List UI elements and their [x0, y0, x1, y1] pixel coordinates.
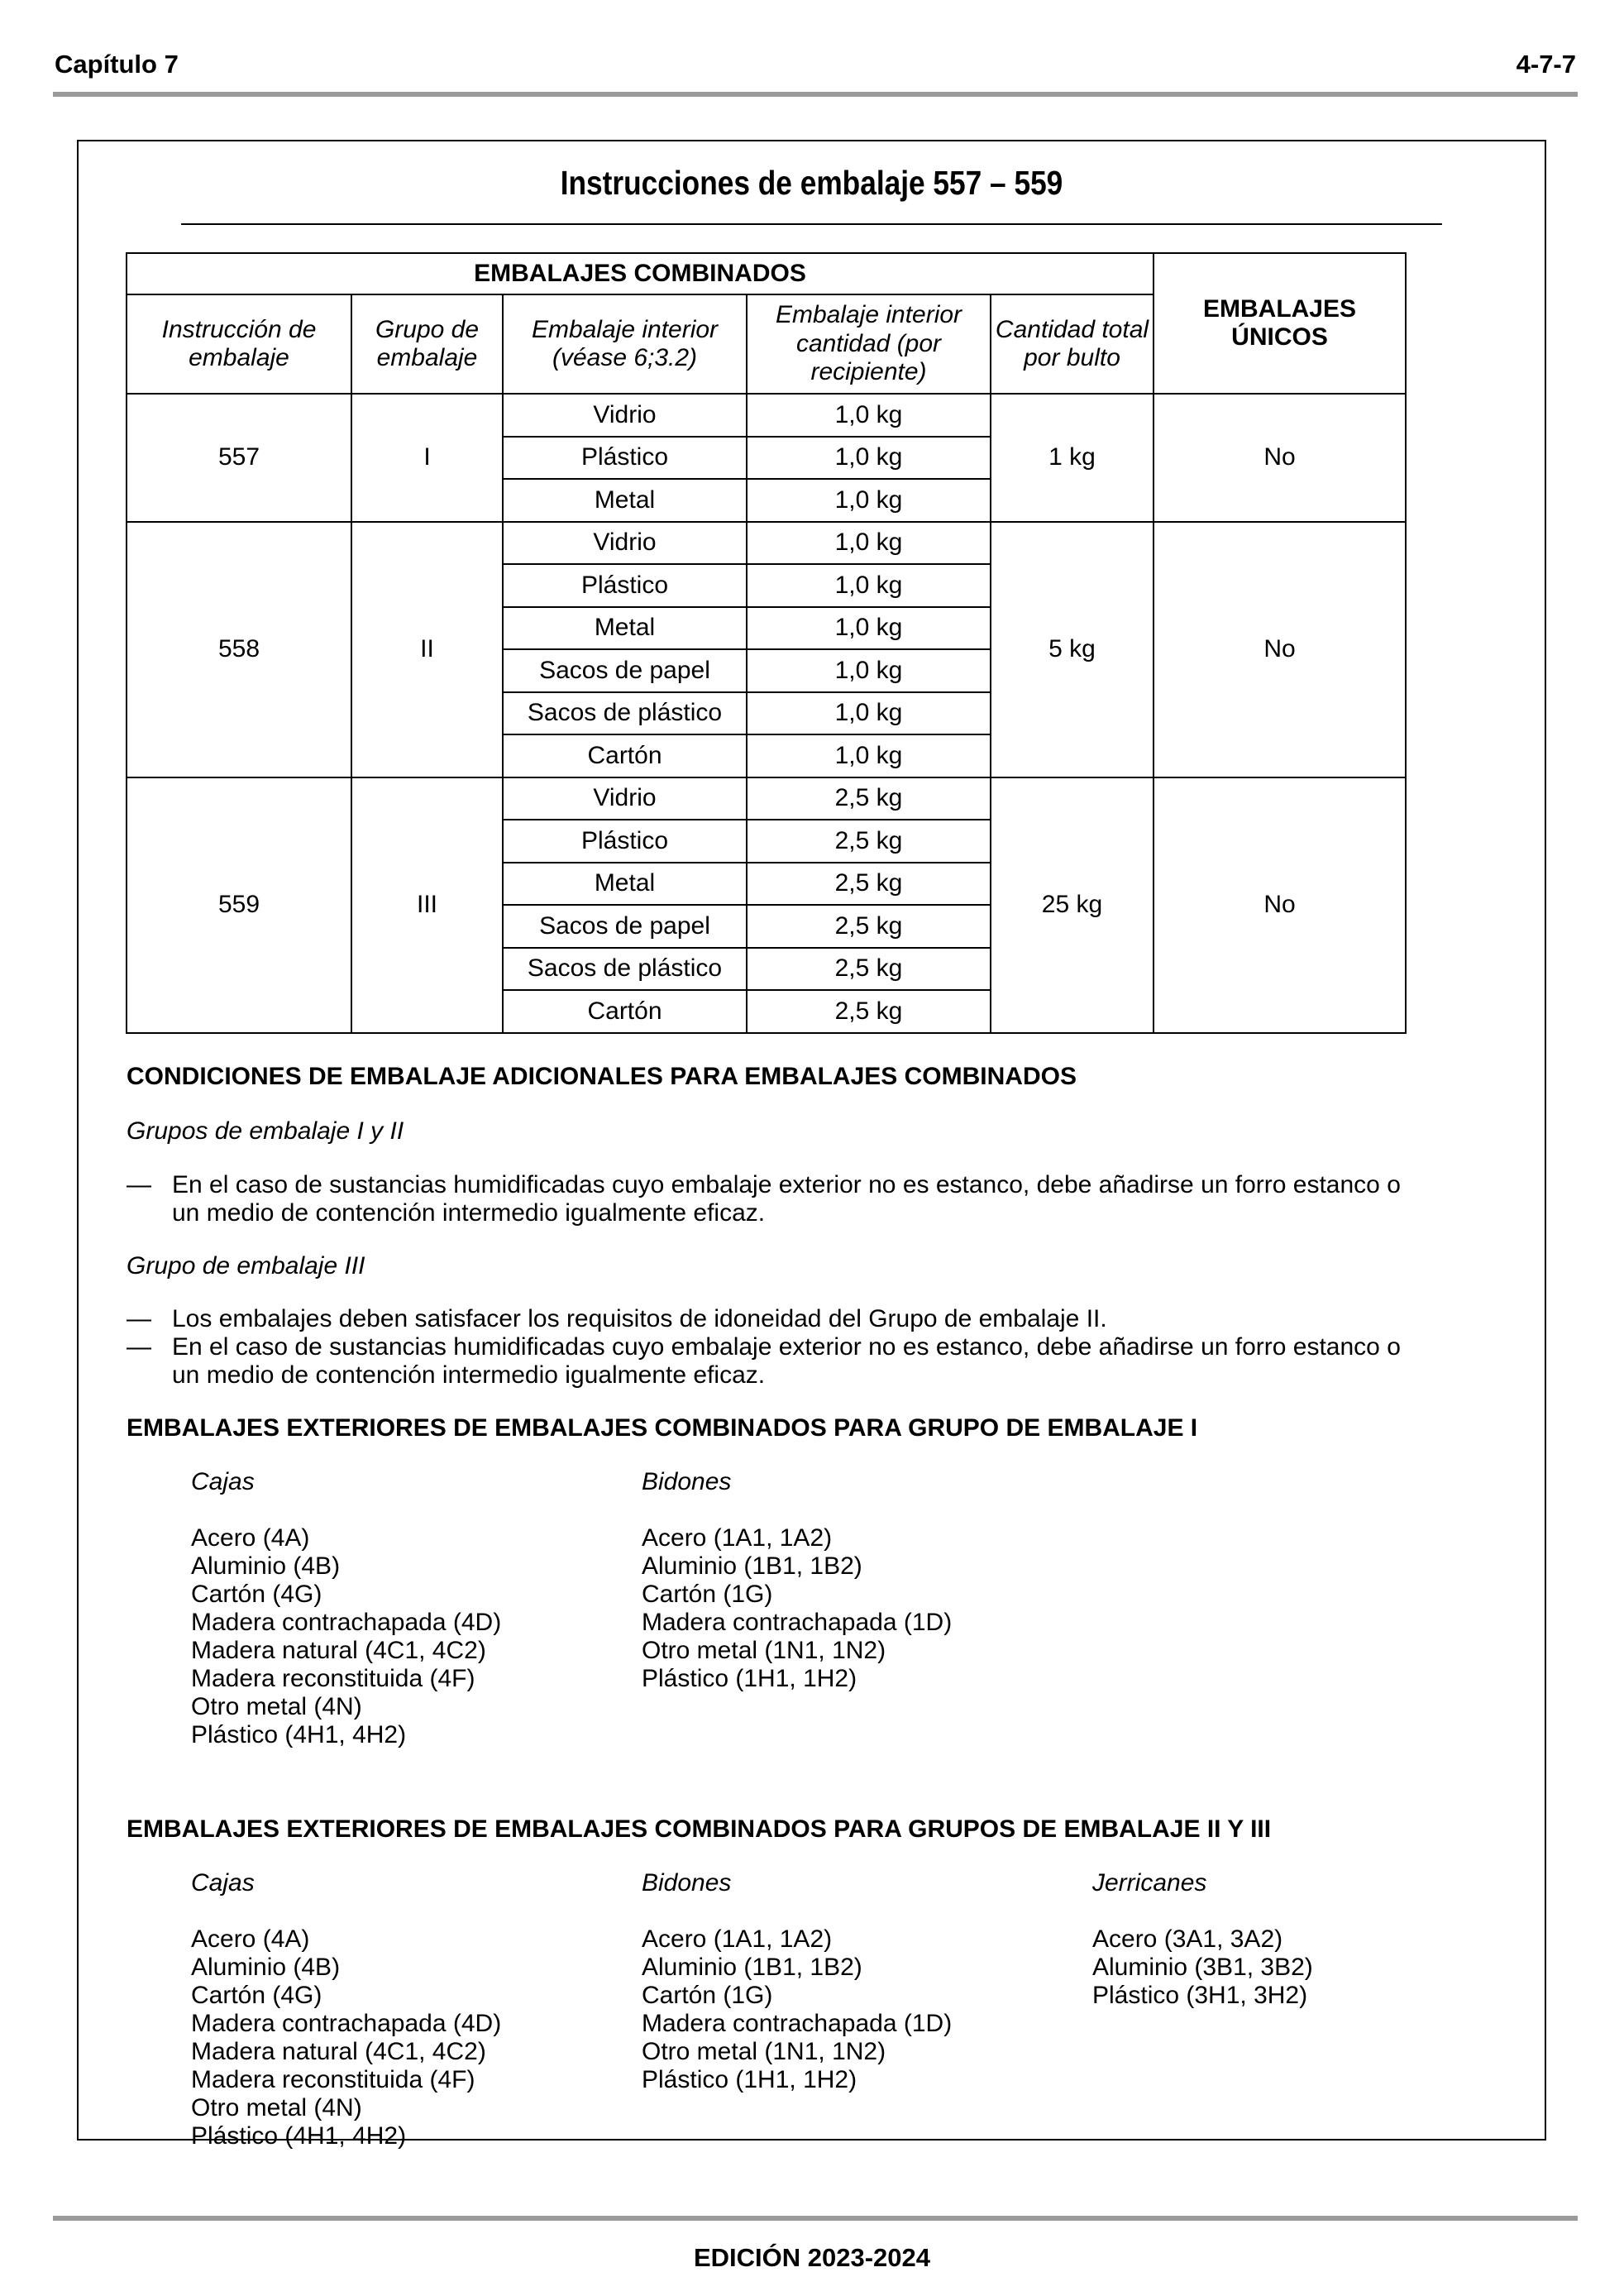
condition-2-item-2-line-b: un medio de contención intermedio igualmente eficaz.	[172, 1361, 766, 1389]
outer-g23-drums	[642, 1869, 952, 2094]
cell-inner-quantity: 2,5 kg	[747, 948, 991, 991]
outer-g23-boxes	[191, 1869, 501, 2150]
cell-inner-packaging: Metal	[503, 607, 747, 650]
chapter-label: Capítulo 7	[55, 50, 179, 79]
drum-type-item: Madera contrachapada (1D)	[642, 1609, 953, 1636]
drum-type-item: Plástico (1H1, 1H2)	[642, 2066, 857, 2093]
boxes-title: Cajas	[191, 1869, 255, 1897]
packing-instruction-box	[77, 140, 1546, 2150]
table-row	[127, 777, 1406, 820]
cell-inner-packaging: Vidrio	[503, 522, 747, 565]
page-title: Instrucciones de embalaje 557 – 559	[181, 141, 1442, 225]
cell-group: II	[351, 522, 503, 777]
packing-table	[126, 252, 1407, 1034]
drums-title: Bidones	[642, 1869, 732, 1897]
box-type-item: Acero (4A)	[191, 1925, 310, 1953]
cell-inner-packaging: Cartón	[503, 734, 747, 777]
cell-total-quantity: 1 kg	[991, 394, 1154, 522]
outer-g1-drums	[642, 1468, 952, 1693]
jerrican-type-item: Aluminio (3B1, 3B2)	[1092, 1954, 1313, 1981]
cell-inner-quantity: 1,0 kg	[747, 607, 991, 650]
drum-type-item: Cartón (1G)	[642, 1581, 773, 1608]
cell-inner-packaging: Sacos de plástico	[503, 948, 747, 991]
cell-instruction: 557	[127, 394, 351, 522]
box-type-item: Madera natural (4C1, 4C2)	[191, 1637, 486, 1664]
cell-inner-packaging: Sacos de plástico	[503, 692, 747, 735]
drum-type-item: Madera contrachapada (1D)	[642, 2010, 953, 2037]
footer-rule	[53, 2216, 1578, 2221]
cell-total-quantity: 5 kg	[991, 522, 1154, 777]
outer-group-1-heading: EMBALAJES EXTERIORES DE EMBALAJES COMBINADOS PARA GRUPO DE EMBALAJE I	[127, 1414, 1198, 1442]
cell-single-packagings: No	[1154, 522, 1406, 777]
drum-type-item: Aluminio (1B1, 1B2)	[642, 1954, 862, 1981]
cell-inner-quantity: 1,0 kg	[747, 394, 991, 437]
box-type-item: Acero (4A)	[191, 1524, 310, 1552]
condition-2-item-1: Los embalajes deben satisfacer los requisitos de idoneidad del Grupo de embalaje II.	[172, 1305, 1107, 1332]
drums-title: Bidones	[642, 1468, 732, 1495]
cell-group: I	[351, 394, 503, 522]
box-type-item: Plástico (4H1, 4H2)	[191, 2122, 407, 2150]
cell-inner-packaging: Plástico	[503, 437, 747, 480]
bullet-dash: —	[127, 1171, 151, 1198]
box-type-item: Madera reconstituida (4F)	[191, 1665, 475, 1692]
page-number: 4-7-7	[1516, 50, 1576, 79]
cell-inner-quantity: 2,5 kg	[747, 777, 991, 820]
cell-inner-packaging: Metal	[503, 863, 747, 906]
cell-inner-quantity: 1,0 kg	[747, 479, 991, 522]
box-type-item: Plástico (4H1, 4H2)	[191, 1721, 407, 1748]
conditions-heading: CONDICIONES DE EMBALAJE ADICIONALES PARA EMBALAJES COMBINADOS	[127, 1063, 1077, 1090]
cell-inner-packaging: Vidrio	[503, 777, 747, 820]
drum-type-item: Acero (1A1, 1A2)	[642, 1925, 833, 1953]
cell-total-quantity: 25 kg	[991, 777, 1154, 1033]
cell-inner-quantity: 1,0 kg	[747, 437, 991, 480]
cell-instruction: 559	[127, 777, 351, 1033]
cell-inner-packaging: Cartón	[503, 990, 747, 1033]
outer-g23-jerricans	[1092, 1869, 1313, 2010]
condition-1-line-a: En el caso de sustancias humidificadas cuyo embalaje exterior no es estanco, debe añadirse un forro estanco o	[172, 1171, 1401, 1198]
drum-type-item: Otro metal (1N1, 1N2)	[642, 1637, 886, 1664]
box-type-item: Madera natural (4C1, 4C2)	[191, 2038, 486, 2065]
cell-inner-packaging: Plástico	[503, 564, 747, 607]
cell-inner-quantity: 1,0 kg	[747, 649, 991, 692]
header-rule	[53, 92, 1578, 97]
box-type-item: Madera reconstituida (4F)	[191, 2066, 475, 2093]
drum-type-item: Aluminio (1B1, 1B2)	[642, 1552, 862, 1580]
cell-inner-quantity: 2,5 kg	[747, 863, 991, 906]
table-group-header: EMBALAJES COMBINADOS	[127, 253, 1154, 294]
header-single-packagings: EMBALAJES ÚNICOS	[1154, 253, 1406, 394]
box-type-item: Madera contrachapada (4D)	[191, 1609, 502, 1636]
jerricans-title: Jerricanes	[1092, 1869, 1207, 1897]
condition-1-line-b: un medio de contención intermedio igualmente eficaz.	[172, 1199, 766, 1227]
bullet-dash: —	[127, 1333, 151, 1361]
table-row	[127, 394, 1406, 437]
drum-type-item: Cartón (1G)	[642, 1982, 773, 2009]
header-inner-packaging: Embalaje interior (véase 6;3.2)	[503, 294, 747, 394]
cell-inner-quantity: 1,0 kg	[747, 734, 991, 777]
cell-inner-packaging: Vidrio	[503, 394, 747, 437]
drum-type-item: Otro metal (1N1, 1N2)	[642, 2038, 886, 2065]
conditions-sub-2: Grupo de embalaje III	[127, 1252, 365, 1280]
cell-inner-quantity: 1,0 kg	[747, 692, 991, 735]
header-inner-quantity: Embalaje interior cantidad (por recipiente)	[747, 294, 991, 394]
box-type-item: Aluminio (4B)	[191, 1954, 341, 1981]
cell-group: III	[351, 777, 503, 1033]
box-type-item: Otro metal (4N)	[191, 2094, 362, 2121]
box-type-item: Madera contrachapada (4D)	[191, 2010, 502, 2037]
box-type-item: Otro metal (4N)	[191, 1693, 362, 1720]
edition-footer: EDICIÓN 2023-2024	[693, 2243, 931, 2272]
cell-inner-packaging: Plástico	[503, 820, 747, 863]
header-total-quantity: Cantidad total por bulto	[991, 294, 1154, 394]
cell-inner-packaging: Sacos de papel	[503, 649, 747, 692]
cell-single-packagings: No	[1154, 394, 1406, 522]
condition-2-item-2-line-a: En el caso de sustancias humidificadas cuyo embalaje exterior no es estanco, debe añadirse un forro estanco o	[172, 1333, 1401, 1361]
box-type-item: Cartón (4G)	[191, 1982, 322, 2009]
cell-instruction: 558	[127, 522, 351, 777]
box-type-item: Aluminio (4B)	[191, 1552, 341, 1580]
cell-inner-quantity: 1,0 kg	[747, 522, 991, 565]
drum-type-item: Acero (1A1, 1A2)	[642, 1524, 833, 1552]
header-instruction: Instrucción de embalaje	[127, 294, 351, 394]
conditions-sub-1: Grupos de embalaje I y II	[127, 1117, 404, 1145]
table-row	[127, 522, 1406, 565]
bullet-dash: —	[127, 1305, 151, 1332]
jerrican-type-item: Acero (3A1, 3A2)	[1092, 1925, 1283, 1953]
cell-inner-quantity: 2,5 kg	[747, 990, 991, 1033]
outer-g1-boxes	[191, 1468, 501, 1749]
outer-group-2-3-heading: EMBALAJES EXTERIORES DE EMBALAJES COMBINADOS PARA GRUPOS DE EMBALAJE II Y III	[127, 1815, 1272, 1843]
jerrican-type-item: Plástico (3H1, 3H2)	[1092, 1982, 1308, 2009]
drum-type-item: Plástico (1H1, 1H2)	[642, 1665, 857, 1692]
boxes-title: Cajas	[191, 1468, 255, 1495]
cell-inner-quantity: 2,5 kg	[747, 820, 991, 863]
cell-inner-packaging: Metal	[503, 479, 747, 522]
cell-inner-packaging: Sacos de papel	[503, 905, 747, 948]
header-group: Grupo de embalaje	[351, 294, 503, 394]
cell-single-packagings: No	[1154, 777, 1406, 1033]
box-type-item: Cartón (4G)	[191, 1581, 322, 1608]
cell-inner-quantity: 2,5 kg	[747, 905, 991, 948]
cell-inner-quantity: 1,0 kg	[747, 564, 991, 607]
